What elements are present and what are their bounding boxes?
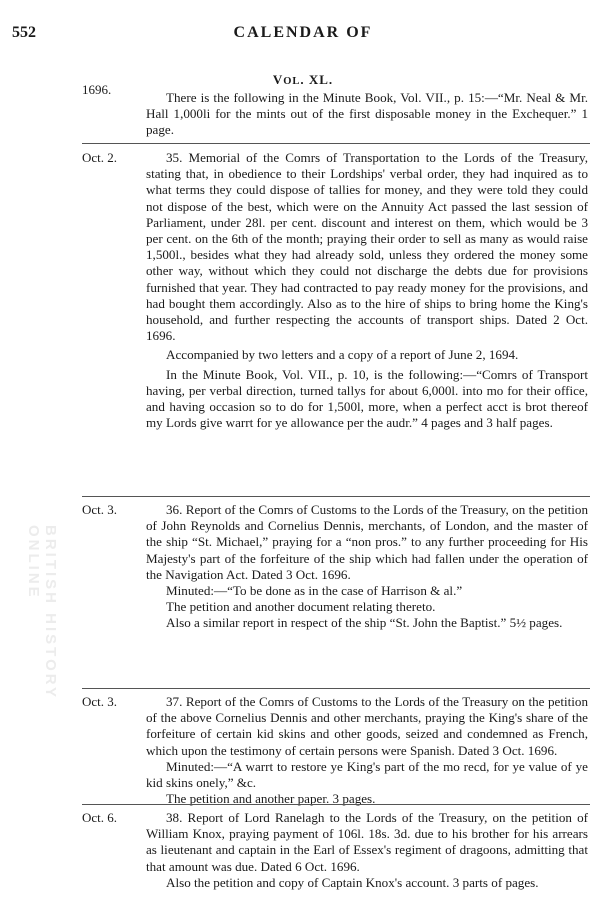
- entry-date: Oct. 3.: [82, 502, 118, 517]
- entry-date: Oct. 2.: [82, 150, 118, 165]
- entry-divider: [82, 496, 590, 497]
- entry-paragraph: 38. Report of Lord Ranelagh to the Lords of the Treasury, on the petition of William Knox, praying payment of 106l. 18s. 3d. due to his brother for his arrears as lieutenant and captain in the Earl of Essex's regiment of dragoons, admitting that that amount was due. Dated 6 Oct. 1696.: [146, 810, 588, 874]
- entry-divider: [82, 143, 590, 144]
- entry-paragraph: There is the following in the Minute Book, Vol. VII., p. 15:—“Mr. Neal & Mr. Hall 1,000li for the mints out of the first disposable money in the Exchequer.” 1 page.: [146, 90, 588, 138]
- entry-36: [146, 502, 588, 632]
- entry-paragraph: Minuted:—“To be done as in the case of Harrison & al.”: [166, 583, 463, 599]
- entry-paragraph: 35. Memorial of the Comrs of Transportation to the Lords of the Treasury, stating that, in obedience to their Lordships' verbal order, they had inquired as to what terms they could dispose of tallies for money, and they were told they could not dispose of the best, which were on the Annuity Act passed the last session of Parliament, under 28l. per cent. discount and interest on them, which would be 3 per cent. on the 6th of the month; praying their order to sell as many as would raise 1,500l., besides what they had already sold, unless they ordered the money some other way, without which they could not discharge the debts due for provisions furnished that year. They had contracted to pay ready money for the provisions, and had bought them accordingly. Also as to the hire of ships to bring home the King's household, and further respecting the accounts of transport ships. Dated 2 Oct. 1696.: [146, 150, 588, 344]
- volume-heading: VOL. XL.: [272, 72, 334, 87]
- page-number: 552: [12, 24, 36, 41]
- entry-paragraph: 36. Report of the Comrs of Customs to the Lords of the Treasury, on the petition of John Reynolds and Cornelius Dennis, merchants, of London, and the master of the ship “St. Michael,” praying for a “non pros.” to any further proceeding for His Majesty's part of the forfeiture of the ship which had fallen under the operation of the Navigation Act. Dated 3 Oct. 1696.: [146, 502, 588, 582]
- entry-divider: [82, 804, 590, 805]
- entry-intro: [146, 90, 588, 139]
- entry-date: 1696.: [82, 82, 112, 97]
- entry-37: [146, 694, 588, 807]
- entry-paragraph: In the Minute Book, Vol. VII., p. 10, is the following:—“Comrs of Transport having, per verbal direction, turned tallys for about 6,000l. into mo for their office, and having occasion so to do for 1,500l, more, when a perfect acct is brot thereof my Lords give warrt for ye allowance per the audr.” 4 pages and 3 half pages.: [146, 366, 588, 431]
- entry-divider: [82, 688, 590, 689]
- entry-38: [146, 810, 588, 891]
- entry-paragraph: Also a similar report in respect of the ship “St. John the Baptist.” 5½ pages.: [166, 615, 563, 631]
- entry-date: Oct. 3.: [82, 694, 118, 709]
- entry-paragraph: Also the petition and copy of Captain Knox's account. 3 parts of pages.: [166, 874, 539, 890]
- watermark: BRITISH HISTORY ONLINE: [25, 525, 59, 700]
- entry-paragraph: Minuted:—“A warrt to restore ye King's part of the mo recd, for ye value of ye kid skins onely,” &c.: [146, 758, 588, 791]
- entry-paragraph: Accompanied by two letters and a copy of a report of June 2, 1694.: [166, 347, 519, 363]
- entry-35: [146, 150, 588, 431]
- entry-paragraph: 37. Report of the Comrs of Customs to the Lords of the Treasury on the petition of the above Cornelius Dennis and other merchants, praying the King's share of the forfeiture of certain kid skins and other goods, seized and condemned as French, which upon the testimony of certain persons were Spanish. Dated 3 Oct. 1696.: [146, 694, 588, 758]
- page-header: [0, 20, 606, 44]
- entry-paragraph: The petition and another document relating thereto.: [166, 599, 436, 615]
- entry-date: Oct. 6.: [82, 810, 118, 825]
- entry-paragraph: The petition and another paper. 3 pages.: [166, 791, 376, 807]
- running-title: CALENDAR OF: [233, 24, 373, 41]
